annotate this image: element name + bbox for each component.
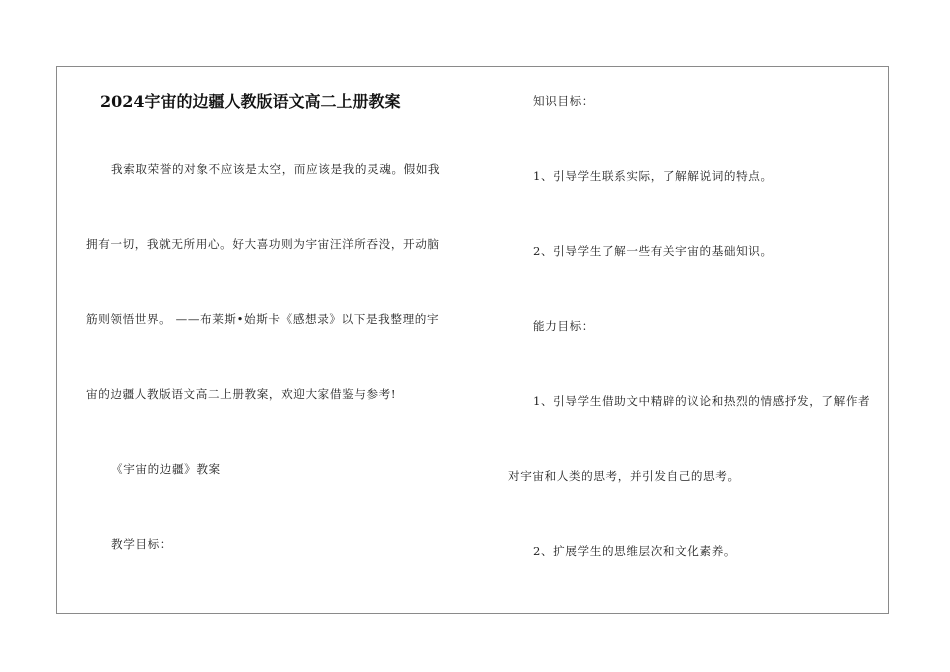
knowledge-goal-1: 1、引导学生联系实际，了解解说词的特点。 <box>533 169 773 183</box>
document-title: 2024宇宙的边疆人教版语文高二上册教案 <box>100 92 401 111</box>
left-paragraph-line-3: 筋则领悟世界。 ——布莱斯•始斯卡《感想录》以下是我整理的宇 <box>86 312 440 326</box>
ability-goal-1-line-1: 1、引导学生借助文中精辟的议论和热烈的情感抒发，了解作者 <box>533 394 871 408</box>
knowledge-goal-2: 2、引导学生了解一些有关宇宙的基础知识。 <box>533 244 773 258</box>
knowledge-goals-heading: 知识目标： <box>533 94 594 108</box>
page-border <box>56 66 889 614</box>
ability-goal-2: 2、扩展学生的思维层次和文化素养。 <box>533 544 737 558</box>
ability-goals-heading: 能力目标： <box>533 319 594 333</box>
lesson-plan-heading: 《宇宙的边疆》教案 <box>111 462 221 476</box>
left-paragraph-line-2: 拥有一切，我就无所用心。好大喜功则为宇宙汪洋所吞没，开动脑 <box>86 237 440 251</box>
left-paragraph-line-1: 我索取荣誉的对象不应该是太空，而应该是我的灵魂。假如我 <box>111 162 441 176</box>
ability-goal-1-line-2: 对宇宙和人类的思考，并引发自己的思考。 <box>508 469 740 483</box>
left-paragraph-line-4: 宙的边疆人教版语文高二上册教案，欢迎大家借鉴与参考! <box>86 387 397 401</box>
teaching-goals-heading: 教学目标： <box>111 537 172 551</box>
